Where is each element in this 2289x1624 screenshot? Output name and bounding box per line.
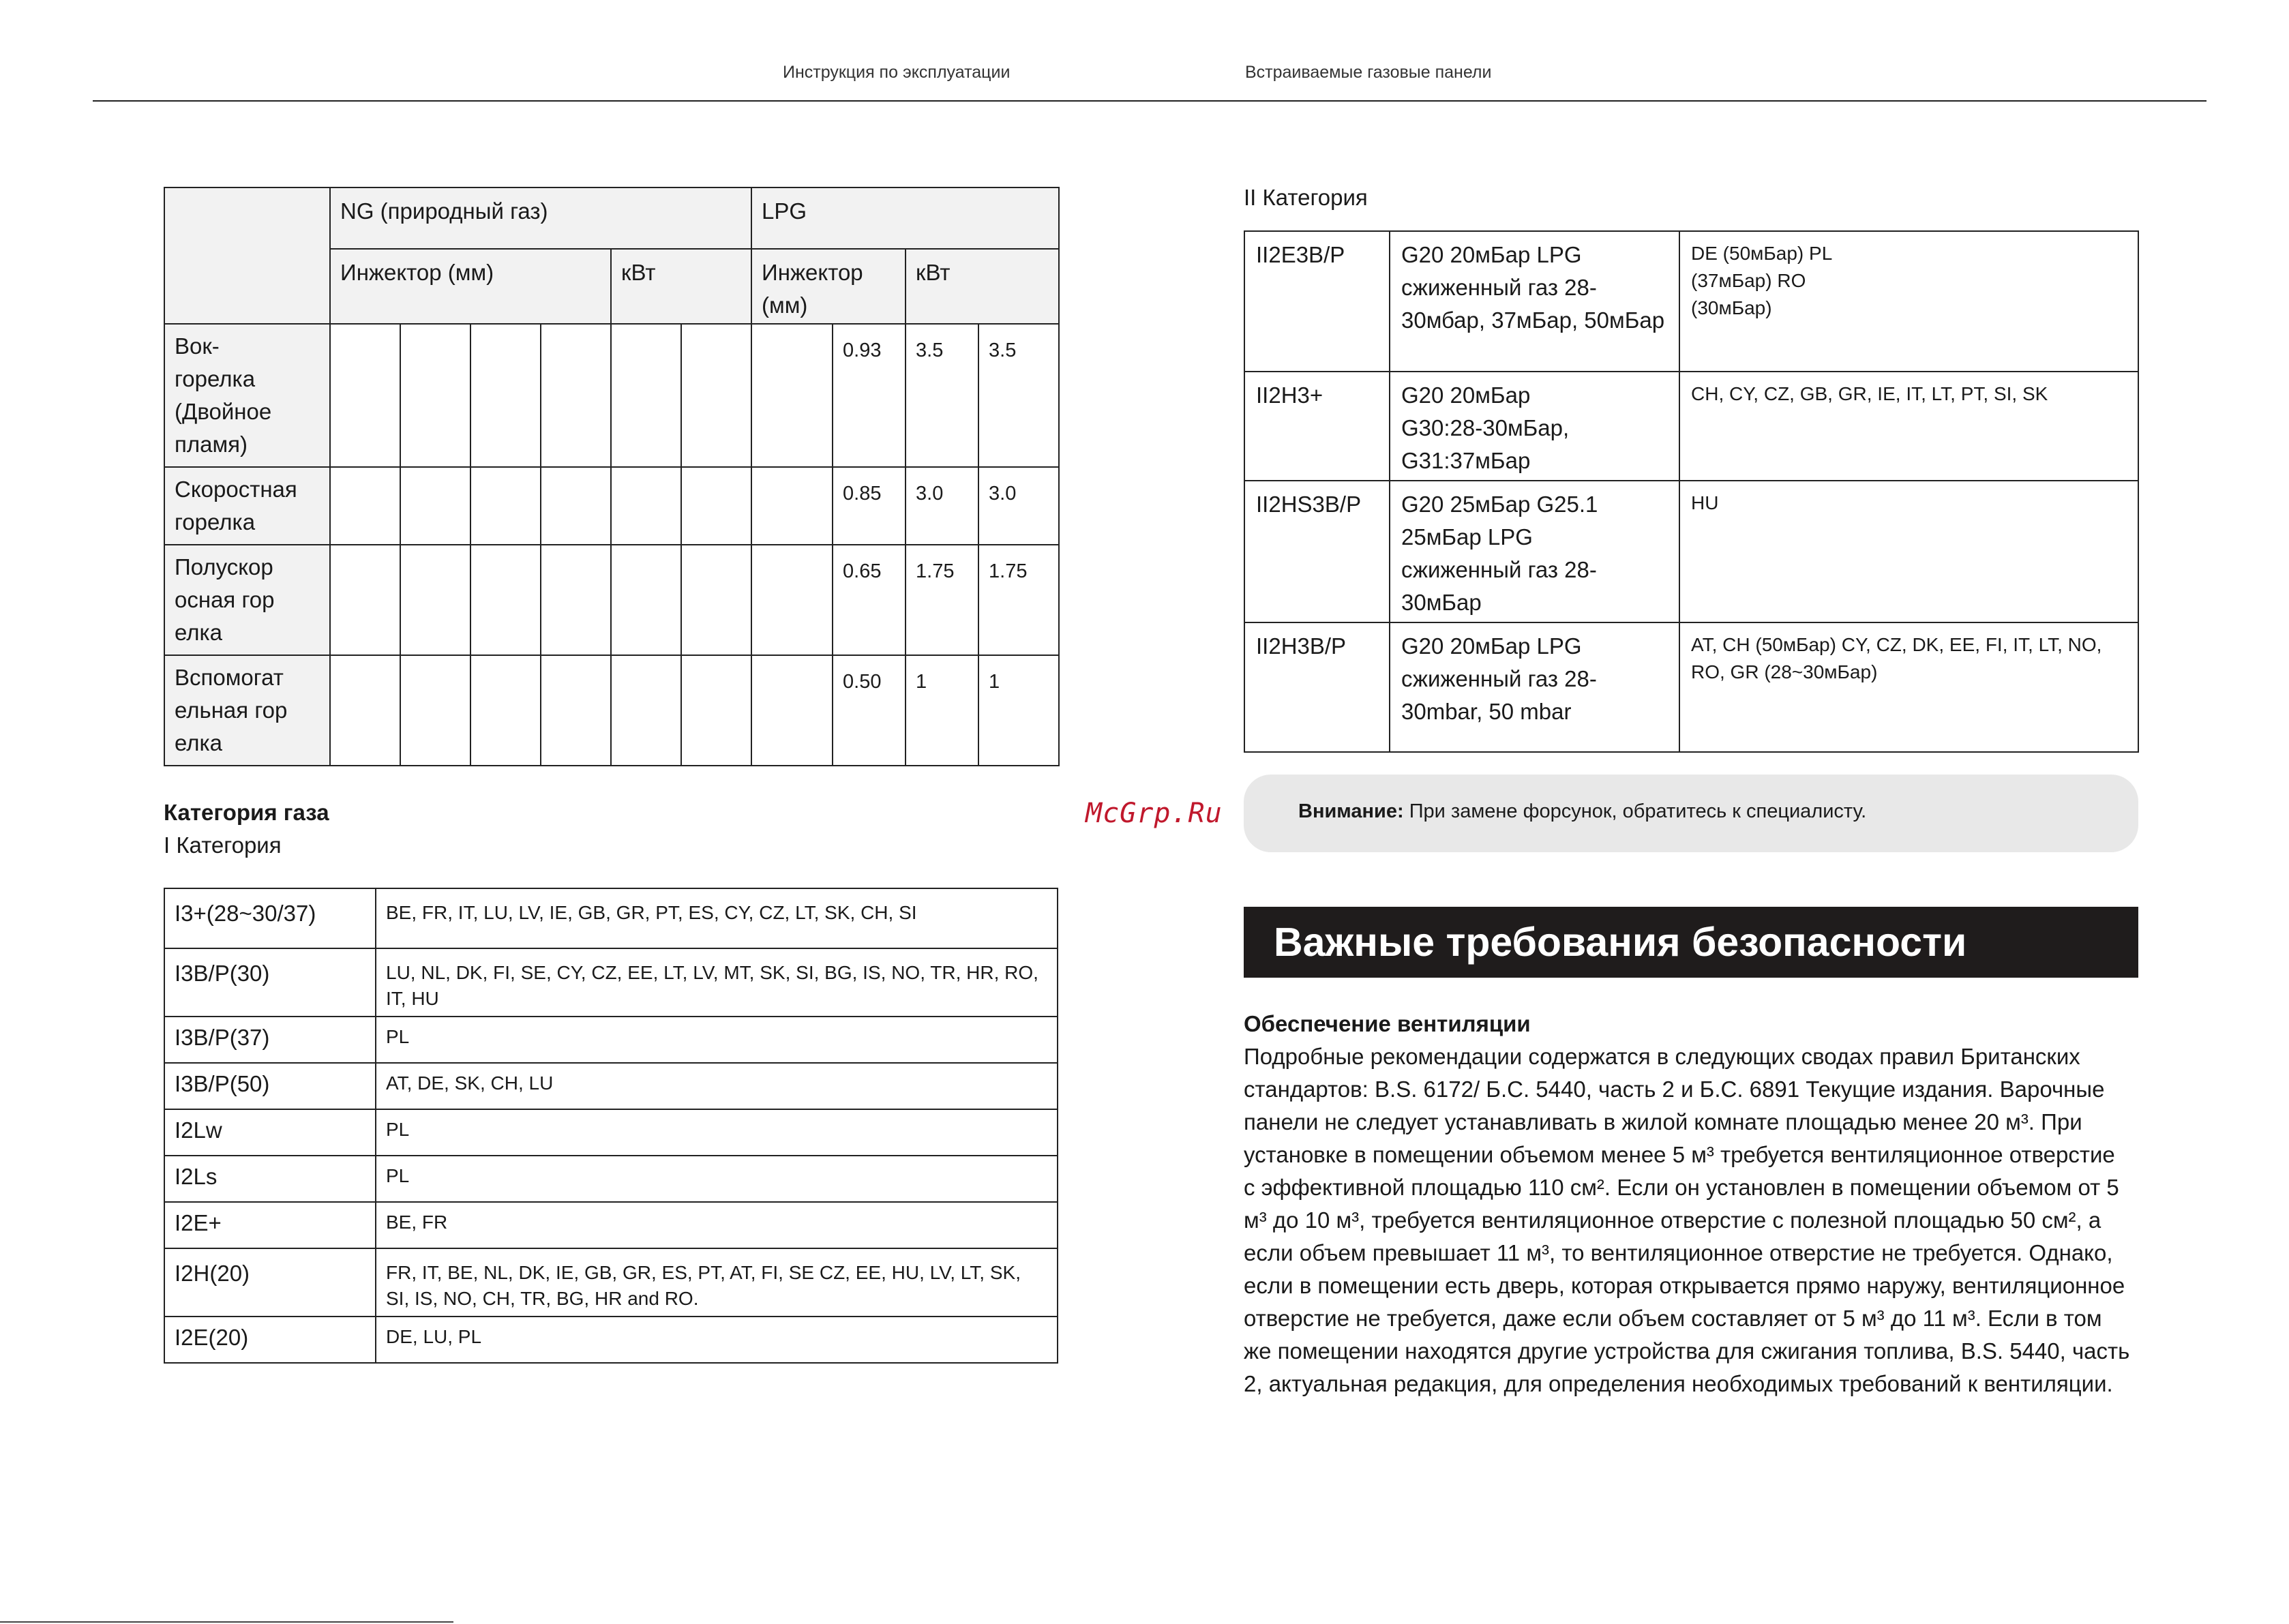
safety-banner-title: Важные требования безопасности — [1274, 920, 1967, 965]
category-countries: PL — [376, 1017, 1058, 1063]
table-row — [164, 1156, 1058, 1202]
lpg-injector-value: 0.65 — [833, 545, 906, 655]
corner-cell — [164, 187, 330, 324]
table-row — [1244, 372, 2138, 481]
category-2-title: II Категория — [1244, 185, 1368, 210]
ventilation-body: Подробные рекомендации содержатся в следующих сводах правил Британских стандартов: B.S. 6172/ Б.С. 5440, часть 2 и Б.С. 6891 Текущие издания. Варочные панели не следует устанавливать в жилой комнате площадью менее 20 м³. При установке в помещении объемом менее 5 м³ требуется вентиляционное отверстие с эффективной площадью 110 см². Если он установлен в помещении объемом от 5 м³ до 10 м³, требуется вентиляционное отверстие с полезной площадью 50 см², а если объем превышает 11 м³, то вентиляционное отверстие не требуется. Однако, если в помещении есть дверь, которая открывается прямо наружу, вентиляционное отверстие не требуется, даже если объем составляет от 5 м³ до 11 м³. Если в том же помещении находятся другие устройства для сжигания топлива, B.S. 5440, часть 2, актуальная редакция, для определения необходимых требований к вентиляции. — [1244, 1044, 2130, 1396]
warning-label: Внимание: — [1298, 800, 1404, 822]
table-row — [164, 1248, 1058, 1317]
table-row — [164, 1317, 1058, 1363]
injector-table — [164, 187, 1060, 766]
table-row — [1244, 622, 2138, 752]
ventilation-subtitle: Обеспечение вентиляции — [1244, 1011, 1531, 1036]
footer-rule — [0, 1621, 453, 1623]
kw-value: 3.5 — [906, 324, 978, 467]
table-row — [164, 1109, 1058, 1156]
category-countries: CH, CY, CZ, GB, GR, IE, IT, LT, PT, SI, SK — [1679, 372, 2138, 481]
burner-name: Полускоросная горелка — [164, 545, 330, 655]
table-row — [1244, 481, 2138, 622]
table-row — [164, 1202, 1058, 1248]
category-countries: LU, NL, DK, FI, SE, CY, CZ, EE, LT, LV, MT, SK, SI, BG, IS, NO, TR, HR, RO, IT, HU — [376, 948, 1058, 1017]
table-row — [164, 545, 1059, 655]
category-code: I2Ls — [164, 1156, 376, 1202]
table-row — [164, 948, 1058, 1017]
category-countries: PL — [376, 1109, 1058, 1156]
kw-value: 1 — [978, 655, 1059, 766]
warning-box — [1244, 775, 2138, 852]
table-row — [164, 1063, 1058, 1109]
category-countries: DE, LU, PL — [376, 1317, 1058, 1363]
category-countries: BE, FR — [376, 1202, 1058, 1248]
category-code: II2HS3B/P — [1244, 481, 1390, 622]
lpg-injector-header: Инжектор (мм) — [751, 249, 906, 324]
gas-type: G20 20мБар LPG сжиженный газ 28-30мбар, 37мБар, 50мБар — [1390, 231, 1679, 372]
category-countries: FR, IT, BE, NL, DK, IE, GB, GR, ES, PT, AT, FI, SE CZ, EE, HU, LV, LT, SK, SI, IS, NO, CH, TR, BG, HR and RO. — [376, 1248, 1058, 1317]
lpg-kw-header: кВт — [906, 249, 1059, 324]
table-row — [164, 1017, 1058, 1063]
category-code: II2H3B/P — [1244, 622, 1390, 752]
table-row — [164, 324, 1059, 467]
category-1-table — [164, 888, 1058, 1364]
gas-type: G20 20мБар G30:28-30мБар, G31:37мБар — [1390, 372, 1679, 481]
lpg-injector-value: 0.50 — [833, 655, 906, 766]
kw-value: 1 — [906, 655, 978, 766]
category-code: I3B/P(30) — [164, 948, 376, 1017]
warning-text: При замене форсунок, обратитесь к специалисту. — [1409, 800, 1867, 822]
category-countries: PL — [376, 1156, 1058, 1202]
category-code: I2Lw — [164, 1109, 376, 1156]
category-countries: HU — [1679, 481, 2138, 622]
lpg-header: LPG — [751, 187, 1059, 249]
mcgrp-watermark: McGrp.Ru — [1086, 798, 1223, 829]
kw-value: 1.75 — [906, 545, 978, 655]
burner-name: Скоростная горелка — [164, 467, 330, 545]
table-row — [164, 467, 1059, 545]
category-code: I3B/P(37) — [164, 1017, 376, 1063]
category-countries: DE (50мБар) PL (37мБар) RO (30мБар) — [1679, 231, 2138, 372]
gas-type: G20 25мБар G25.1 25мБар LPG сжиженный газ 28-30мБар — [1390, 481, 1679, 622]
burner-name: Вспомогательная горелка — [164, 655, 330, 766]
burner-name: Вок-горелка (Двойное пламя) — [164, 324, 330, 467]
category-code: I2E+ — [164, 1202, 376, 1248]
lpg-injector-value: 0.85 — [833, 467, 906, 545]
category-countries: AT, CH (50мБар) CY, CZ, DK, EE, FI, IT, LT, NO, RO, GR (28~30мБар) — [1679, 622, 2138, 752]
kw-value: 3.0 — [978, 467, 1059, 545]
category-code: II2E3B/P — [1244, 231, 1390, 372]
ng-injector-header: Инжектор (мм) — [330, 249, 611, 324]
table-row — [1244, 231, 2138, 372]
gas-category-title: Категория газа — [164, 800, 329, 825]
gas-type: G20 20мБар LPG сжиженный газ 28-30mbar, 50 mbar — [1390, 622, 1679, 752]
header-right: Встраиваемые газовые панели — [1245, 63, 1492, 82]
table-row — [164, 655, 1059, 766]
category-1-title: I Категория — [164, 832, 282, 858]
header-rule — [93, 100, 2206, 102]
category-code: I2H(20) — [164, 1248, 376, 1317]
category-countries: AT, DE, SK, CH, LU — [376, 1063, 1058, 1109]
category-code: I2E(20) — [164, 1317, 376, 1363]
safety-banner — [1244, 907, 2138, 978]
kw-value: 3.5 — [978, 324, 1059, 467]
ng-header: NG (природный газ) — [330, 187, 751, 249]
lpg-injector-value: 0.93 — [833, 324, 906, 467]
category-code: II2H3+ — [1244, 372, 1390, 481]
category-code: I3+(28~30/37) — [164, 888, 376, 948]
kw-value: 1.75 — [978, 545, 1059, 655]
category-countries: BE, FR, IT, LU, LV, IE, GB, GR, PT, ES, CY, CZ, LT, SK, CH, SI — [376, 888, 1058, 948]
category-2-table — [1244, 230, 2139, 753]
header-left: Инструкция по эксплуатации — [783, 63, 1011, 82]
category-code: I3B/P(50) — [164, 1063, 376, 1109]
ng-kw-header: кВт — [611, 249, 751, 324]
table-row — [164, 888, 1058, 948]
kw-value: 3.0 — [906, 467, 978, 545]
